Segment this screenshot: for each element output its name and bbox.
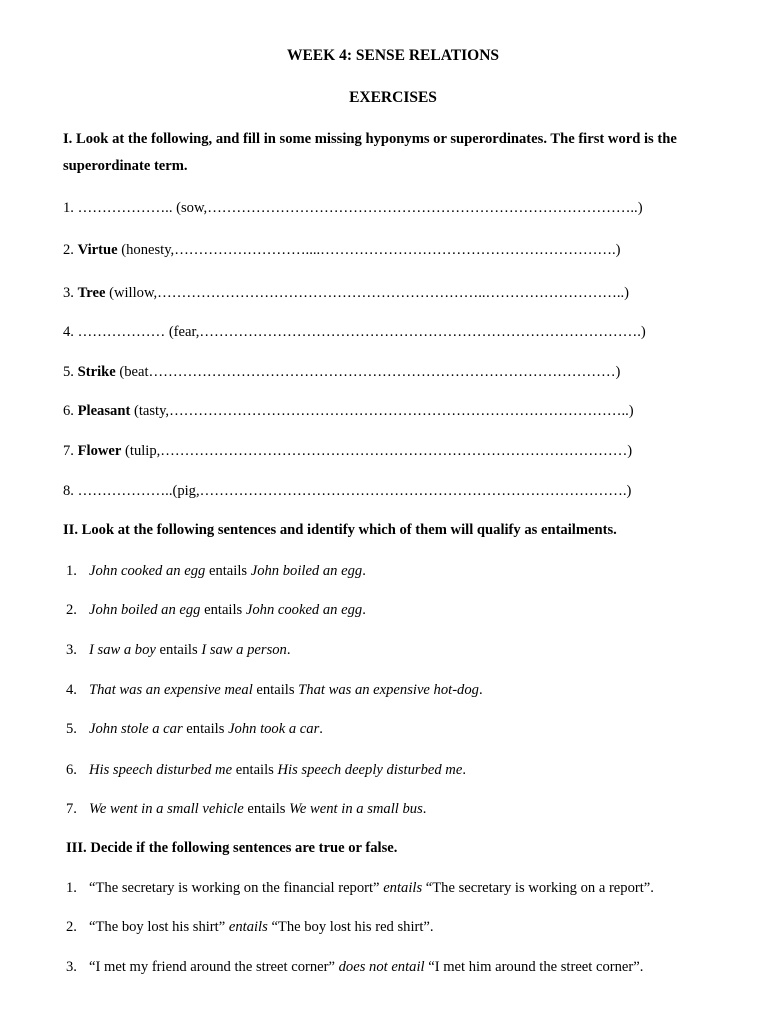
section-3-instruction: III. Decide if the following sentences are true or false. bbox=[66, 840, 398, 856]
exercise-item: 6. Pleasant (tasty,…………………………………………………………………………………..) bbox=[63, 403, 634, 419]
section-2-instruction: II. Look at the following sentences and identify which of them will qualify as entailments. bbox=[63, 522, 617, 538]
exercise-item: 2. Virtue (honesty,………………………....…………………………………………………….) bbox=[63, 242, 621, 258]
page-title: WEEK 4: SENSE RELATIONS bbox=[286, 47, 500, 64]
exercise-item: 4. ……………… (fear,……………………………………………………………………………….) bbox=[63, 324, 646, 340]
section-1-instruction-cont: superordinate term. bbox=[63, 158, 188, 174]
page-subtitle: EXERCISES bbox=[349, 89, 437, 106]
exercise-item: 8. ………………..(pig,…………………………………………………………………………….) bbox=[63, 483, 632, 499]
exercise-item: 1. ……………….. (sow,……………………………………………………………………………..) bbox=[63, 200, 643, 216]
section-1-instruction: I. Look at the following, and fill in some missing hyponyms or superordinates. The first word is the bbox=[63, 131, 677, 147]
exercise-item: 5. Strike (beat……………………………………………………………………………………) bbox=[63, 364, 621, 380]
exercise-item: 7. Flower (tulip,……………………………………………………………………………………) bbox=[63, 443, 633, 459]
exercise-item: 3. Tree (willow,…………………………………………………………..………………………..) bbox=[63, 285, 630, 301]
